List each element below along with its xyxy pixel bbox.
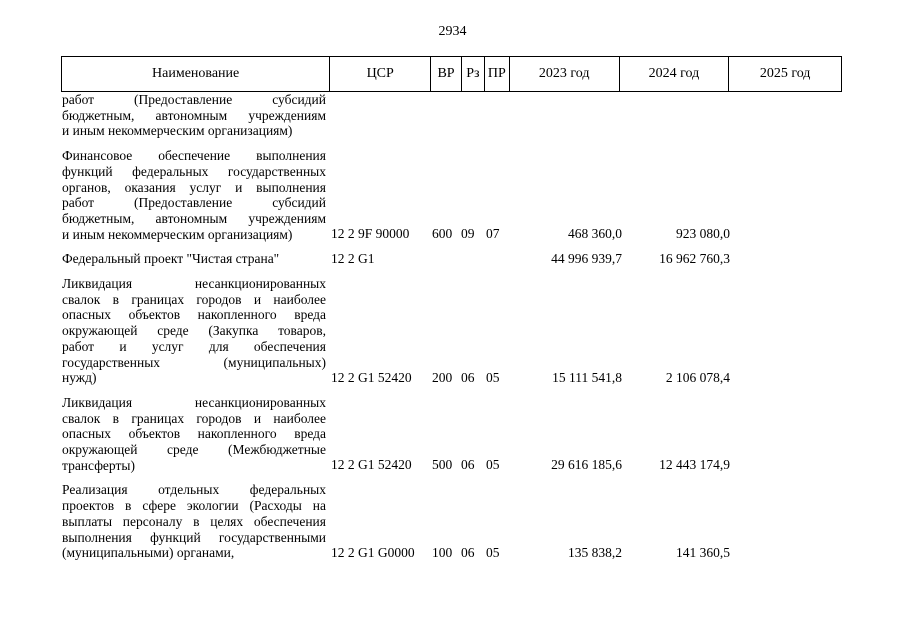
row-csr: 12 2 9F 90000 xyxy=(331,226,410,242)
row-values xyxy=(61,370,842,386)
row-pr: 05 xyxy=(486,457,500,473)
header-2023: 2023 год xyxy=(510,57,620,91)
row-name-line: свалок в границах городов и наиболее xyxy=(62,410,326,426)
table-row xyxy=(61,148,842,242)
table-row xyxy=(61,251,842,267)
row-csr: 12 2 G1 52420 xyxy=(331,457,412,473)
row-values xyxy=(61,123,842,139)
row-pr: 05 xyxy=(486,369,500,385)
header-vr: ВР xyxy=(431,57,462,91)
row-name-line: бюджетным, автономным учреждениям xyxy=(62,107,326,123)
header-csr: ЦСР xyxy=(330,57,431,91)
row-name-line: Финансовое обеспечение выполнения xyxy=(62,148,326,164)
row-name-line: нужд) xyxy=(62,370,97,386)
row-csr: 12 2 G1 52420 xyxy=(331,369,412,385)
row-vr: 500 xyxy=(432,457,453,473)
row-rz: 06 xyxy=(461,457,475,473)
row-2024: 141 360,5 xyxy=(676,544,730,560)
row-rz: 06 xyxy=(461,369,475,385)
row-name-line: выплаты персоналу в целях обеспечения xyxy=(62,513,326,529)
row-name-line: Ликвидация несанкционированных xyxy=(62,276,326,292)
row-name-line: опасных объектов накопленного вреда xyxy=(62,426,326,442)
row-name-line: работ и услуг для обеспечения xyxy=(62,338,326,354)
row-values xyxy=(61,457,842,473)
row-name-line: работ (Предоставление субсидий xyxy=(62,195,326,211)
row-2023: 468 360,0 xyxy=(568,226,622,242)
row-2024: 2 106 078,4 xyxy=(665,369,730,385)
row-name-line: окружающей среде (Закупка товаров, xyxy=(62,323,326,339)
row-name-line: трансферты) xyxy=(62,457,135,473)
row-name-line: Реализация отдельных федеральных xyxy=(62,482,326,498)
row-rz: 09 xyxy=(461,226,475,242)
table-header xyxy=(61,56,842,92)
table-row xyxy=(61,92,842,139)
row-name-line: выполнения функций государственными xyxy=(62,529,326,545)
row-csr: 12 2 G1 G0000 xyxy=(331,544,415,560)
row-name-line: свалок в границах городов и наиболее xyxy=(62,291,326,307)
row-2023: 15 111 541,8 xyxy=(552,369,622,385)
row-values xyxy=(61,226,842,242)
row-2024: 12 443 174,9 xyxy=(659,457,730,473)
row-name-line: функций федеральных государственных xyxy=(62,163,326,179)
row-2023: 44 996 939,7 xyxy=(551,251,622,267)
row-name-line: работ (Предоставление субсидий xyxy=(62,92,326,107)
row-name-line: и иным некоммерческим организациям) xyxy=(62,123,293,139)
table-body xyxy=(61,92,842,570)
table-row xyxy=(61,395,842,474)
header-pr: ПР xyxy=(485,57,510,91)
row-rz: 06 xyxy=(461,544,475,560)
row-2023: 29 616 185,6 xyxy=(551,457,622,473)
row-name-line: Федеральный проект "Чистая страна" xyxy=(62,251,280,267)
row-name-line: государственных (муниципальных) xyxy=(62,354,326,370)
row-name-line: опасных объектов накопленного вреда xyxy=(62,307,326,323)
row-pr: 05 xyxy=(486,544,500,560)
row-name-line: Ликвидация несанкционированных xyxy=(62,394,326,410)
row-name-line: окружающей среде (Межбюджетные xyxy=(62,442,326,458)
row-values xyxy=(61,251,842,267)
row-pr: 07 xyxy=(486,226,500,242)
row-2024: 923 080,0 xyxy=(676,226,730,242)
row-2023: 135 838,2 xyxy=(568,544,622,560)
page-number: 2934 xyxy=(438,24,467,39)
row-name-line: проектов в сфере экологии (Расходы на xyxy=(62,498,326,514)
row-2024: 16 962 760,3 xyxy=(659,251,730,267)
header-2024: 2024 год xyxy=(620,57,730,91)
row-csr: 12 2 G1 xyxy=(331,251,375,267)
header-rz: Рз xyxy=(462,57,485,91)
row-name-line: (муниципальными) органами, xyxy=(62,545,235,561)
row-name-line: бюджетным, автономным учреждениям xyxy=(62,210,326,226)
row-values xyxy=(61,545,842,561)
header-2025: 2025 год xyxy=(759,66,811,81)
row-name-line: и иным некоммерческим организациям) xyxy=(62,226,293,242)
header-name: Наименование xyxy=(62,57,330,91)
row-vr: 100 xyxy=(432,544,453,560)
table-row xyxy=(61,482,842,561)
row-vr: 600 xyxy=(432,226,453,242)
row-vr: 200 xyxy=(432,369,453,385)
table-row xyxy=(61,276,842,386)
row-name-line: органов, оказания услуг и выполнения xyxy=(62,179,326,195)
